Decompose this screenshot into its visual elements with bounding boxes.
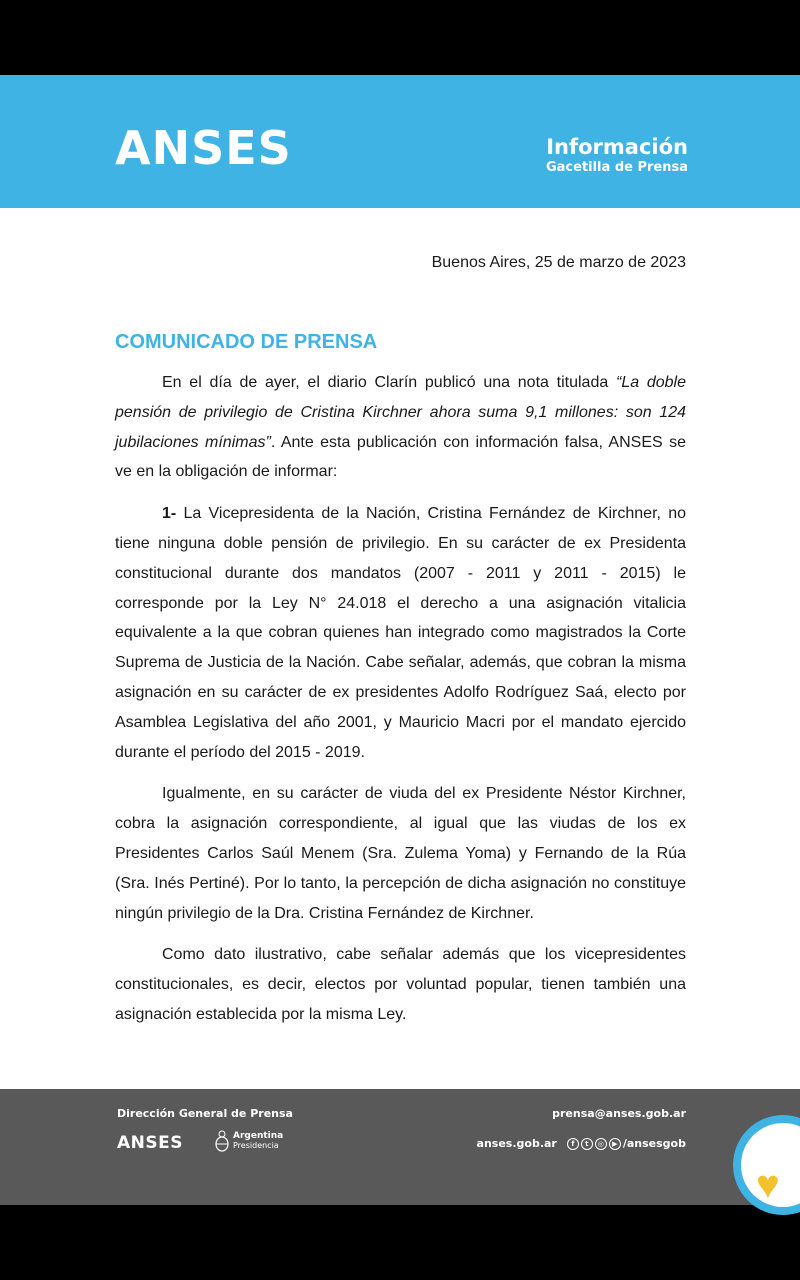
footer-website[interactable]: anses.gob.ar — [476, 1137, 557, 1150]
social-handle[interactable]: /ansesgob — [622, 1137, 686, 1150]
facebook-icon[interactable]: f — [567, 1138, 579, 1150]
footer-email[interactable]: prensa@anses.gob.ar — [552, 1107, 686, 1120]
anses-logo: ANSES — [115, 121, 292, 175]
article-quote: “La doble pensión de privilegio de Cristina Kirchner ahora suma 9,1 millones: son 124 jubilaciones mínimas” — [115, 374, 686, 451]
paragraph-3: Igualmente, en su carácter de viuda del ex Presidente Néstor Kirchner, cobra la asignación correspondiente, al igual que las viudas de los ex Presidentes Carlos Saúl Menem (Sra. Zulema Yoma) y Fernando de la Rúa (Sra. Inés Pertiné). Por lo tanto, la percepción de dicha asignación no constituye ningún privilegio de la Dra. Cristina Fernández de Kirchner. — [115, 785, 686, 922]
footer-anses-logo: ANSES — [117, 1133, 183, 1153]
social-links — [567, 1137, 686, 1150]
paragraph-2: 1- La Vicepresidenta de la Nación, Cristina Fernández de Kirchner, no tiene ninguna doble pensión de privilegio. En su carácter de ex Presidenta constitucional durante dos mandatos (2007 - 2011 y 2011 - 2015) le corresponde por la Ley N° 24.018 el derecho a una asignación vitalicia equivalente a la que cobran quienes han integrado como magistrados la Corte Suprema de Justicia de la Nación. Cabe señalar, además, que cobran la misma asignación en su carácter de ex presidentes Adolfo Rodríguez Saá, electo por Asamblea Legislativa del año 2001, y Mauricio Macri por el mandato ejercido durante el período del 2015 - 2019. — [115, 505, 686, 761]
document-date: Buenos Aires, 25 de marzo de 2023 — [431, 254, 686, 271]
header-banner — [0, 75, 800, 208]
document-title: COMUNICADO DE PRENSA — [115, 331, 378, 353]
argentina-label: Argentina — [233, 1131, 284, 1141]
presidencia-label: Presidencia — [233, 1141, 279, 1150]
footer-web-row — [477, 1137, 686, 1150]
footer-direccion: Dirección General de Prensa — [117, 1107, 293, 1120]
argentina-escudo-icon — [215, 1130, 229, 1152]
twitter-icon[interactable]: t — [581, 1138, 593, 1150]
item-number: 1- — [162, 505, 177, 523]
instagram-icon[interactable]: ◎ — [595, 1138, 607, 1150]
footer — [0, 1089, 800, 1205]
header-info — [546, 135, 688, 176]
document-body — [115, 368, 686, 1042]
youtube-icon[interactable]: ▶ — [609, 1138, 621, 1150]
info-title: Información — [546, 135, 688, 159]
paragraph-4: Como dato ilustrativo, cabe señalar además que los vicepresidentes constitucionales, es decir, electos por voluntad popular, tienen también una asignación establecida por la misma Ley. — [115, 946, 686, 1023]
heart-icon: ♥ — [756, 1163, 780, 1207]
press-release-page — [0, 75, 800, 1205]
paragraph-1: En el día de ayer, el diario Clarín publicó una nota titulada “La doble pensión de privilegio de Cristina Kirchner ahora suma 9,1 millones: son 124 jubilaciones mínimas”. Ante esta publicación con información falsa, ANSES se ve en la obligación de informar: — [115, 374, 686, 481]
info-subtitle: Gacetilla de Prensa — [545, 160, 688, 175]
argentina-presidencia-logo — [215, 1130, 283, 1152]
